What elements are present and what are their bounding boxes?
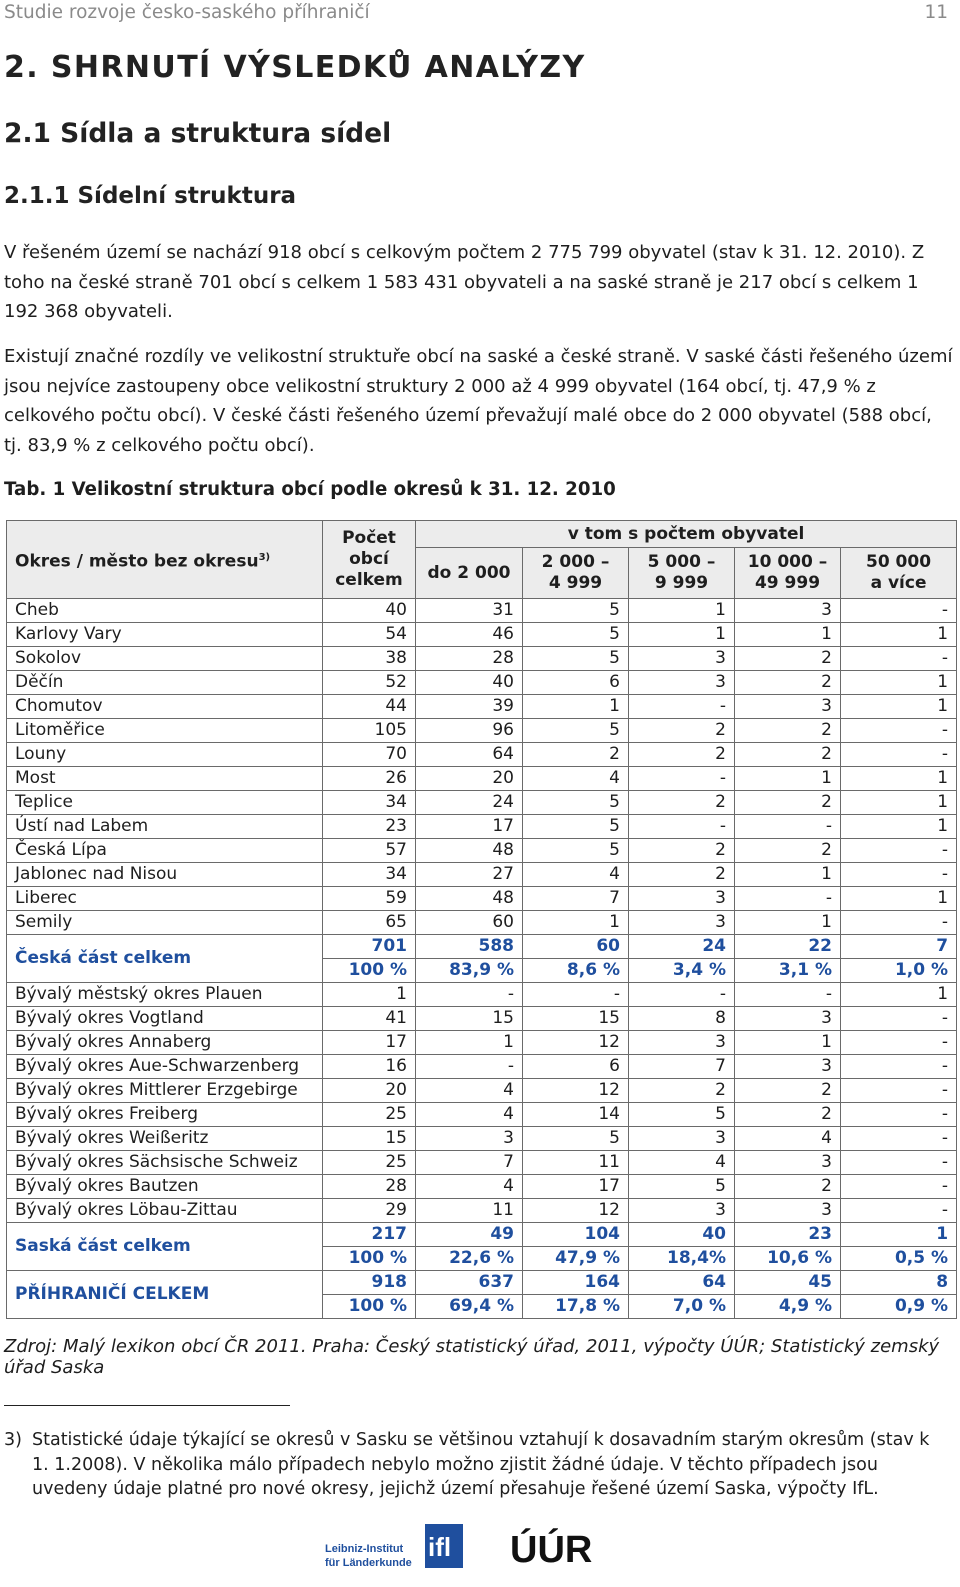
header-okres: Okres / město bez okresu$^{3)}$ bbox=[7, 521, 323, 599]
table-row bbox=[7, 767, 957, 791]
table-cell: 46 bbox=[416, 623, 523, 647]
table-row bbox=[7, 1199, 957, 1223]
grand-total-cell: 8 bbox=[841, 1271, 957, 1295]
table-cell: 1 bbox=[523, 695, 629, 719]
table-cell: - bbox=[841, 1079, 957, 1103]
table-cell: 3 bbox=[735, 1007, 841, 1031]
table-row bbox=[7, 1103, 957, 1127]
table-row bbox=[7, 1007, 957, 1031]
table-cell: 48 bbox=[416, 887, 523, 911]
table-cell: - bbox=[841, 1031, 957, 1055]
footnote bbox=[4, 1428, 950, 1502]
table-cell: 4 bbox=[416, 1079, 523, 1103]
table-cell: 28 bbox=[416, 647, 523, 671]
table-cell: 17 bbox=[416, 815, 523, 839]
table-cell: 2 bbox=[735, 719, 841, 743]
table-row bbox=[7, 719, 957, 743]
table-cell: 3 bbox=[629, 911, 735, 935]
table-cell: 2 bbox=[735, 671, 841, 695]
district-name: Česká Lípa bbox=[7, 839, 323, 863]
table-cell: - bbox=[841, 839, 957, 863]
total-pct-cell: 100 % bbox=[323, 959, 416, 983]
table-cell: 4 bbox=[735, 1127, 841, 1151]
ifl-logo bbox=[325, 1522, 465, 1570]
table-cell: 3 bbox=[735, 1199, 841, 1223]
table-total-de bbox=[7, 1223, 957, 1271]
table-cell: 1 bbox=[841, 887, 957, 911]
table-cell: 1 bbox=[523, 911, 629, 935]
table-cell: 2 bbox=[735, 791, 841, 815]
table-row bbox=[7, 1175, 957, 1199]
table-cell: 23 bbox=[323, 815, 416, 839]
table-cell: 17 bbox=[523, 1175, 629, 1199]
table-cell: 2 bbox=[523, 743, 629, 767]
paragraph-settlements: V řešeném území se nachází 918 obcí s celkovým počtem 2 775 799 obyvatel (stav k 31. 12. 2010). Z toho na české straně 701 obcí s celkem 1 583 431 obyvateli a na saské straně je 217 obcí s celkem 1 192 368 obyvateli. bbox=[4, 242, 925, 322]
table-row bbox=[7, 623, 957, 647]
total-cell: 588 bbox=[416, 935, 523, 959]
district-name: Bývalý okres Löbau-Zittau bbox=[7, 1199, 323, 1223]
district-name: Bývalý okres Annaberg bbox=[7, 1031, 323, 1055]
table-cell: 34 bbox=[323, 791, 416, 815]
table-cell: 1 bbox=[735, 863, 841, 887]
district-name: Karlovy Vary bbox=[7, 623, 323, 647]
table-cell: - bbox=[841, 1055, 957, 1079]
table-total-cz bbox=[7, 935, 957, 983]
table-cell: 15 bbox=[416, 1007, 523, 1031]
header-group: v tom s počtem obyvatel bbox=[416, 521, 957, 548]
total-cell: 217 bbox=[323, 1223, 416, 1247]
table-cell: 6 bbox=[523, 1055, 629, 1079]
table-row bbox=[7, 839, 957, 863]
grand-total-pct-cell: 69,4 % bbox=[416, 1295, 523, 1319]
paragraph-differences: Existují značné rozdíly ve velikostní struktuře obcí na saské a české straně. V saské části řešeného území jsou nejvíce zastoupeny obce velikostní struktury 2 000 až 4 999 obyvatel (164 obcí, tj. 47,9 % z celkového počtu obcí). V české části řešeného území převažují malé obce do 2 000 obyvatel (588 obcí, tj. 83,9 % z celkového počtu obcí). bbox=[4, 346, 953, 456]
district-name: Bývalý okres Mittlerer Erzgebirge bbox=[7, 1079, 323, 1103]
total-pct-cell: 3,4 % bbox=[629, 959, 735, 983]
district-name: Louny bbox=[7, 743, 323, 767]
page-number: 11 bbox=[924, 2, 948, 23]
section-heading: 2.1 Sídla a struktura sídel bbox=[4, 118, 392, 149]
table-cell: 3 bbox=[735, 695, 841, 719]
table-row bbox=[7, 599, 957, 623]
table-body-cz bbox=[7, 599, 957, 935]
table-cell: 7 bbox=[523, 887, 629, 911]
table-cell: 3 bbox=[735, 599, 841, 623]
grand-total-pct-cell: 17,8 % bbox=[523, 1295, 629, 1319]
table-cell: 5 bbox=[523, 719, 629, 743]
table-cell: 2 bbox=[735, 1079, 841, 1103]
table-row bbox=[7, 671, 957, 695]
district-name: Cheb bbox=[7, 599, 323, 623]
running-head bbox=[4, 2, 948, 26]
table-cell: - bbox=[735, 815, 841, 839]
table-cell: 52 bbox=[323, 671, 416, 695]
table-cell: 29 bbox=[323, 1199, 416, 1223]
table-cell: 1 bbox=[629, 623, 735, 647]
table-cell: 39 bbox=[416, 695, 523, 719]
total-pct-cell: 22,6 % bbox=[416, 1247, 523, 1271]
uur-logo bbox=[508, 1522, 604, 1570]
table-cell: 7 bbox=[416, 1151, 523, 1175]
district-name: Semily bbox=[7, 911, 323, 935]
ifl-logo-line1: Leibniz-Institut bbox=[325, 1543, 404, 1555]
table-cell: 27 bbox=[416, 863, 523, 887]
total-pct-cell: 10,6 % bbox=[735, 1247, 841, 1271]
table-cell: 20 bbox=[416, 767, 523, 791]
municipality-size-table bbox=[6, 520, 957, 1319]
total-cell: 24 bbox=[629, 935, 735, 959]
table-cell: 4 bbox=[416, 1175, 523, 1199]
table-cell: 1 bbox=[416, 1031, 523, 1055]
table-cell: 1 bbox=[841, 671, 957, 695]
table-row bbox=[7, 1031, 957, 1055]
table-cell: - bbox=[629, 983, 735, 1007]
table-cell: 2 bbox=[629, 719, 735, 743]
table-cell: 2 bbox=[735, 647, 841, 671]
table-cell: 1 bbox=[735, 911, 841, 935]
footnote-divider bbox=[4, 1405, 290, 1406]
table-cell: - bbox=[841, 1199, 957, 1223]
running-head-title: Studie rozvoje česko-saského příhraničí bbox=[4, 2, 370, 23]
grand-total-label: PŘÍHRANIČÍ CELKEM bbox=[7, 1271, 323, 1319]
table-row bbox=[7, 1151, 957, 1175]
district-name: Liberec bbox=[7, 887, 323, 911]
table-row bbox=[7, 1079, 957, 1103]
table-cell: 5 bbox=[523, 815, 629, 839]
table-cell: 54 bbox=[323, 623, 416, 647]
table-row bbox=[7, 815, 957, 839]
table-cell: 1 bbox=[323, 983, 416, 1007]
table-cell: 12 bbox=[523, 1031, 629, 1055]
table-cell: - bbox=[735, 983, 841, 1007]
total-cell: 701 bbox=[323, 935, 416, 959]
district-name: Bývalý okres Aue-Schwarzenberg bbox=[7, 1055, 323, 1079]
table-cell: 57 bbox=[323, 839, 416, 863]
header-50000-plus: 50 000 a více bbox=[841, 548, 957, 599]
total-label: Česká část celkem bbox=[7, 935, 323, 983]
table-cell: 2 bbox=[629, 839, 735, 863]
table-cell: - bbox=[841, 599, 957, 623]
table-cell: 8 bbox=[629, 1007, 735, 1031]
table-cell: 15 bbox=[323, 1127, 416, 1151]
table-cell: - bbox=[416, 983, 523, 1007]
total-row-counts bbox=[7, 935, 957, 959]
table-cell: 44 bbox=[323, 695, 416, 719]
table-cell: 3 bbox=[629, 671, 735, 695]
table-cell: 1 bbox=[735, 767, 841, 791]
district-name: Děčín bbox=[7, 671, 323, 695]
total-cell: 1 bbox=[841, 1223, 957, 1247]
table-cell: 5 bbox=[523, 599, 629, 623]
table-cell: 26 bbox=[323, 767, 416, 791]
district-name: Sokolov bbox=[7, 647, 323, 671]
table-cell: - bbox=[841, 647, 957, 671]
table-cell: 3 bbox=[629, 1127, 735, 1151]
total-cell: 104 bbox=[523, 1223, 629, 1247]
district-name: Bývalý okres Sächsische Schweiz bbox=[7, 1151, 323, 1175]
table-cell: - bbox=[841, 1151, 957, 1175]
table-cell: 1 bbox=[841, 815, 957, 839]
table-cell: 60 bbox=[416, 911, 523, 935]
subsection-heading: 2.1.1 Sídelní struktura bbox=[4, 183, 297, 209]
table-row bbox=[7, 911, 957, 935]
table-cell: 3 bbox=[629, 887, 735, 911]
table-cell: - bbox=[629, 815, 735, 839]
table-cell: - bbox=[416, 1055, 523, 1079]
district-name: Litoměřice bbox=[7, 719, 323, 743]
table-cell: 17 bbox=[323, 1031, 416, 1055]
table-cell: - bbox=[841, 743, 957, 767]
header-2000-4999: 2 000 – 4 999 bbox=[523, 548, 629, 599]
total-cell: 23 bbox=[735, 1223, 841, 1247]
total-pct-cell: 83,9 % bbox=[416, 959, 523, 983]
table-row bbox=[7, 1055, 957, 1079]
table-cell: 1 bbox=[629, 599, 735, 623]
table-cell: - bbox=[841, 719, 957, 743]
table-cell: 3 bbox=[629, 647, 735, 671]
table-row bbox=[7, 887, 957, 911]
table-cell: 5 bbox=[523, 1127, 629, 1151]
total-pct-cell: 1,0 % bbox=[841, 959, 957, 983]
grand-total-row-counts bbox=[7, 1271, 957, 1295]
total-cell: 49 bbox=[416, 1223, 523, 1247]
table-cell: - bbox=[841, 911, 957, 935]
table-cell: 2 bbox=[629, 863, 735, 887]
table-cell: 59 bbox=[323, 887, 416, 911]
table-row bbox=[7, 647, 957, 671]
table-cell: 20 bbox=[323, 1079, 416, 1103]
footnote-mark: 3) bbox=[4, 1430, 22, 1450]
table-cell: 5 bbox=[523, 839, 629, 863]
table-cell: 2 bbox=[629, 743, 735, 767]
table-cell: 1 bbox=[841, 695, 957, 719]
table-cell: 3 bbox=[735, 1151, 841, 1175]
footnote-text: Statistické údaje týkající se okresů v Sasku se většinou vztahují k dosavadním starým okresům (stav k 1. 1.2008). V několika málo případech nebylo možno zjistit žádné údaje. V těchto případech jsou uvedeny údaje platné pro nové okresy, jejichž území přesahuje řešené území Saska, výpočty IfL. bbox=[32, 1430, 930, 1499]
table-cell: 5 bbox=[523, 791, 629, 815]
table-cell: 2 bbox=[629, 1079, 735, 1103]
table-cell: 3 bbox=[629, 1199, 735, 1223]
table-cell: - bbox=[841, 1103, 957, 1127]
table-cell: 7 bbox=[629, 1055, 735, 1079]
district-name: Bývalý okres Vogtland bbox=[7, 1007, 323, 1031]
total-pct-cell: 18,4% bbox=[629, 1247, 735, 1271]
table-cell: 25 bbox=[323, 1151, 416, 1175]
table-cell: 12 bbox=[523, 1199, 629, 1223]
table-cell: 4 bbox=[523, 767, 629, 791]
table-cell: 15 bbox=[523, 1007, 629, 1031]
table-cell: 3 bbox=[735, 1055, 841, 1079]
table-cell: 1 bbox=[841, 623, 957, 647]
district-name: Bývalý okres Bautzen bbox=[7, 1175, 323, 1199]
table-cell: 5 bbox=[523, 647, 629, 671]
table-cell: - bbox=[735, 887, 841, 911]
header-5000-9999: 5 000 – 9 999 bbox=[629, 548, 735, 599]
table-cell: 31 bbox=[416, 599, 523, 623]
table-cell: - bbox=[629, 695, 735, 719]
table-cell: 5 bbox=[629, 1175, 735, 1199]
table-cell: 41 bbox=[323, 1007, 416, 1031]
grand-total-cell: 164 bbox=[523, 1271, 629, 1295]
grand-total-pct-cell: 0,9 % bbox=[841, 1295, 957, 1319]
total-cell: 40 bbox=[629, 1223, 735, 1247]
total-cell: 7 bbox=[841, 935, 957, 959]
total-label: Saská část celkem bbox=[7, 1223, 323, 1271]
ifl-logo-line2: für Länderkunde bbox=[325, 1557, 412, 1569]
table-cell: 3 bbox=[416, 1127, 523, 1151]
total-pct-cell: 0,5 % bbox=[841, 1247, 957, 1271]
ifl-logo-mark: ifl bbox=[428, 1532, 452, 1562]
table-cell: - bbox=[841, 1007, 957, 1031]
table-cell: 1 bbox=[841, 791, 957, 815]
table-cell: 5 bbox=[629, 1103, 735, 1127]
table-cell: 2 bbox=[735, 839, 841, 863]
table-row bbox=[7, 1127, 957, 1151]
table-cell: - bbox=[841, 1175, 957, 1199]
table-cell: 5 bbox=[523, 623, 629, 647]
table-cell: 4 bbox=[416, 1103, 523, 1127]
table-cell: 40 bbox=[416, 671, 523, 695]
header-pocet: Počet obcí celkem bbox=[323, 521, 416, 599]
table-cell: 105 bbox=[323, 719, 416, 743]
table-row bbox=[7, 791, 957, 815]
table-cell: 28 bbox=[323, 1175, 416, 1199]
table-body-de bbox=[7, 983, 957, 1223]
district-name: Teplice bbox=[7, 791, 323, 815]
district-name: Bývalý okres Freiberg bbox=[7, 1103, 323, 1127]
table-cell: 16 bbox=[323, 1055, 416, 1079]
total-row-counts bbox=[7, 1223, 957, 1247]
grand-total-pct-cell: 100 % bbox=[323, 1295, 416, 1319]
total-pct-cell: 8,6 % bbox=[523, 959, 629, 983]
table-cell: 4 bbox=[523, 863, 629, 887]
table-row bbox=[7, 983, 957, 1007]
grand-total-cell: 918 bbox=[323, 1271, 416, 1295]
chapter-heading: 2. SHRNUTÍ VÝSLEDKŮ ANALÝZY bbox=[4, 50, 586, 85]
table-cell: 14 bbox=[523, 1103, 629, 1127]
uur-logo-text: ÚÚR bbox=[510, 1529, 593, 1570]
header-do-2000: do 2 000 bbox=[416, 548, 523, 599]
total-pct-cell: 3,1 % bbox=[735, 959, 841, 983]
total-cell: 60 bbox=[523, 935, 629, 959]
table-cell: - bbox=[841, 863, 957, 887]
table-cell: 96 bbox=[416, 719, 523, 743]
table-cell: 25 bbox=[323, 1103, 416, 1127]
table-cell: 38 bbox=[323, 647, 416, 671]
table-cell: - bbox=[841, 1127, 957, 1151]
grand-total-cell: 637 bbox=[416, 1271, 523, 1295]
grand-total-cell: 64 bbox=[629, 1271, 735, 1295]
district-name: Bývalý městský okres Plauen bbox=[7, 983, 323, 1007]
table-cell: 1 bbox=[735, 623, 841, 647]
table-cell: - bbox=[523, 983, 629, 1007]
table-cell: 2 bbox=[735, 743, 841, 767]
header-10000-49999: 10 000 – 49 999 bbox=[735, 548, 841, 599]
district-name: Bývalý okres Weißeritz bbox=[7, 1127, 323, 1151]
table-cell: 2 bbox=[735, 1175, 841, 1199]
grand-total-cell: 45 bbox=[735, 1271, 841, 1295]
table-row bbox=[7, 743, 957, 767]
district-name: Ústí nad Labem bbox=[7, 815, 323, 839]
table-cell: 4 bbox=[629, 1151, 735, 1175]
table-grand-total bbox=[7, 1271, 957, 1319]
table-cell: 2 bbox=[629, 791, 735, 815]
table-row bbox=[7, 863, 957, 887]
table-cell: 11 bbox=[523, 1151, 629, 1175]
total-cell: 22 bbox=[735, 935, 841, 959]
table-caption: Tab. 1 Velikostní struktura obcí podle okresů k 31. 12. 2010 bbox=[4, 479, 616, 500]
total-pct-cell: 100 % bbox=[323, 1247, 416, 1271]
table-cell: - bbox=[629, 767, 735, 791]
table-cell: 1 bbox=[735, 1031, 841, 1055]
table-row bbox=[7, 695, 957, 719]
table-cell: 24 bbox=[416, 791, 523, 815]
grand-total-pct-cell: 7,0 % bbox=[629, 1295, 735, 1319]
table-cell: 64 bbox=[416, 743, 523, 767]
district-name: Chomutov bbox=[7, 695, 323, 719]
table-cell: 1 bbox=[841, 767, 957, 791]
district-name: Jablonec nad Nisou bbox=[7, 863, 323, 887]
table-cell: 11 bbox=[416, 1199, 523, 1223]
grand-total-pct-cell: 4,9 % bbox=[735, 1295, 841, 1319]
total-pct-cell: 47,9 % bbox=[523, 1247, 629, 1271]
table-cell: 65 bbox=[323, 911, 416, 935]
table-cell: 70 bbox=[323, 743, 416, 767]
table-cell: 2 bbox=[735, 1103, 841, 1127]
table-cell: 6 bbox=[523, 671, 629, 695]
table-cell: 12 bbox=[523, 1079, 629, 1103]
table-cell: 40 bbox=[323, 599, 416, 623]
district-name: Most bbox=[7, 767, 323, 791]
table-cell: 48 bbox=[416, 839, 523, 863]
table-cell: 3 bbox=[629, 1031, 735, 1055]
table-cell: 34 bbox=[323, 863, 416, 887]
table-cell: 1 bbox=[841, 983, 957, 1007]
source-note: Zdroj: Malý lexikon obcí ČR 2011. Praha: Český statistický úřad, 2011, výpočty ÚÚR; Statistický zemský úřad Saska bbox=[4, 1336, 940, 1378]
